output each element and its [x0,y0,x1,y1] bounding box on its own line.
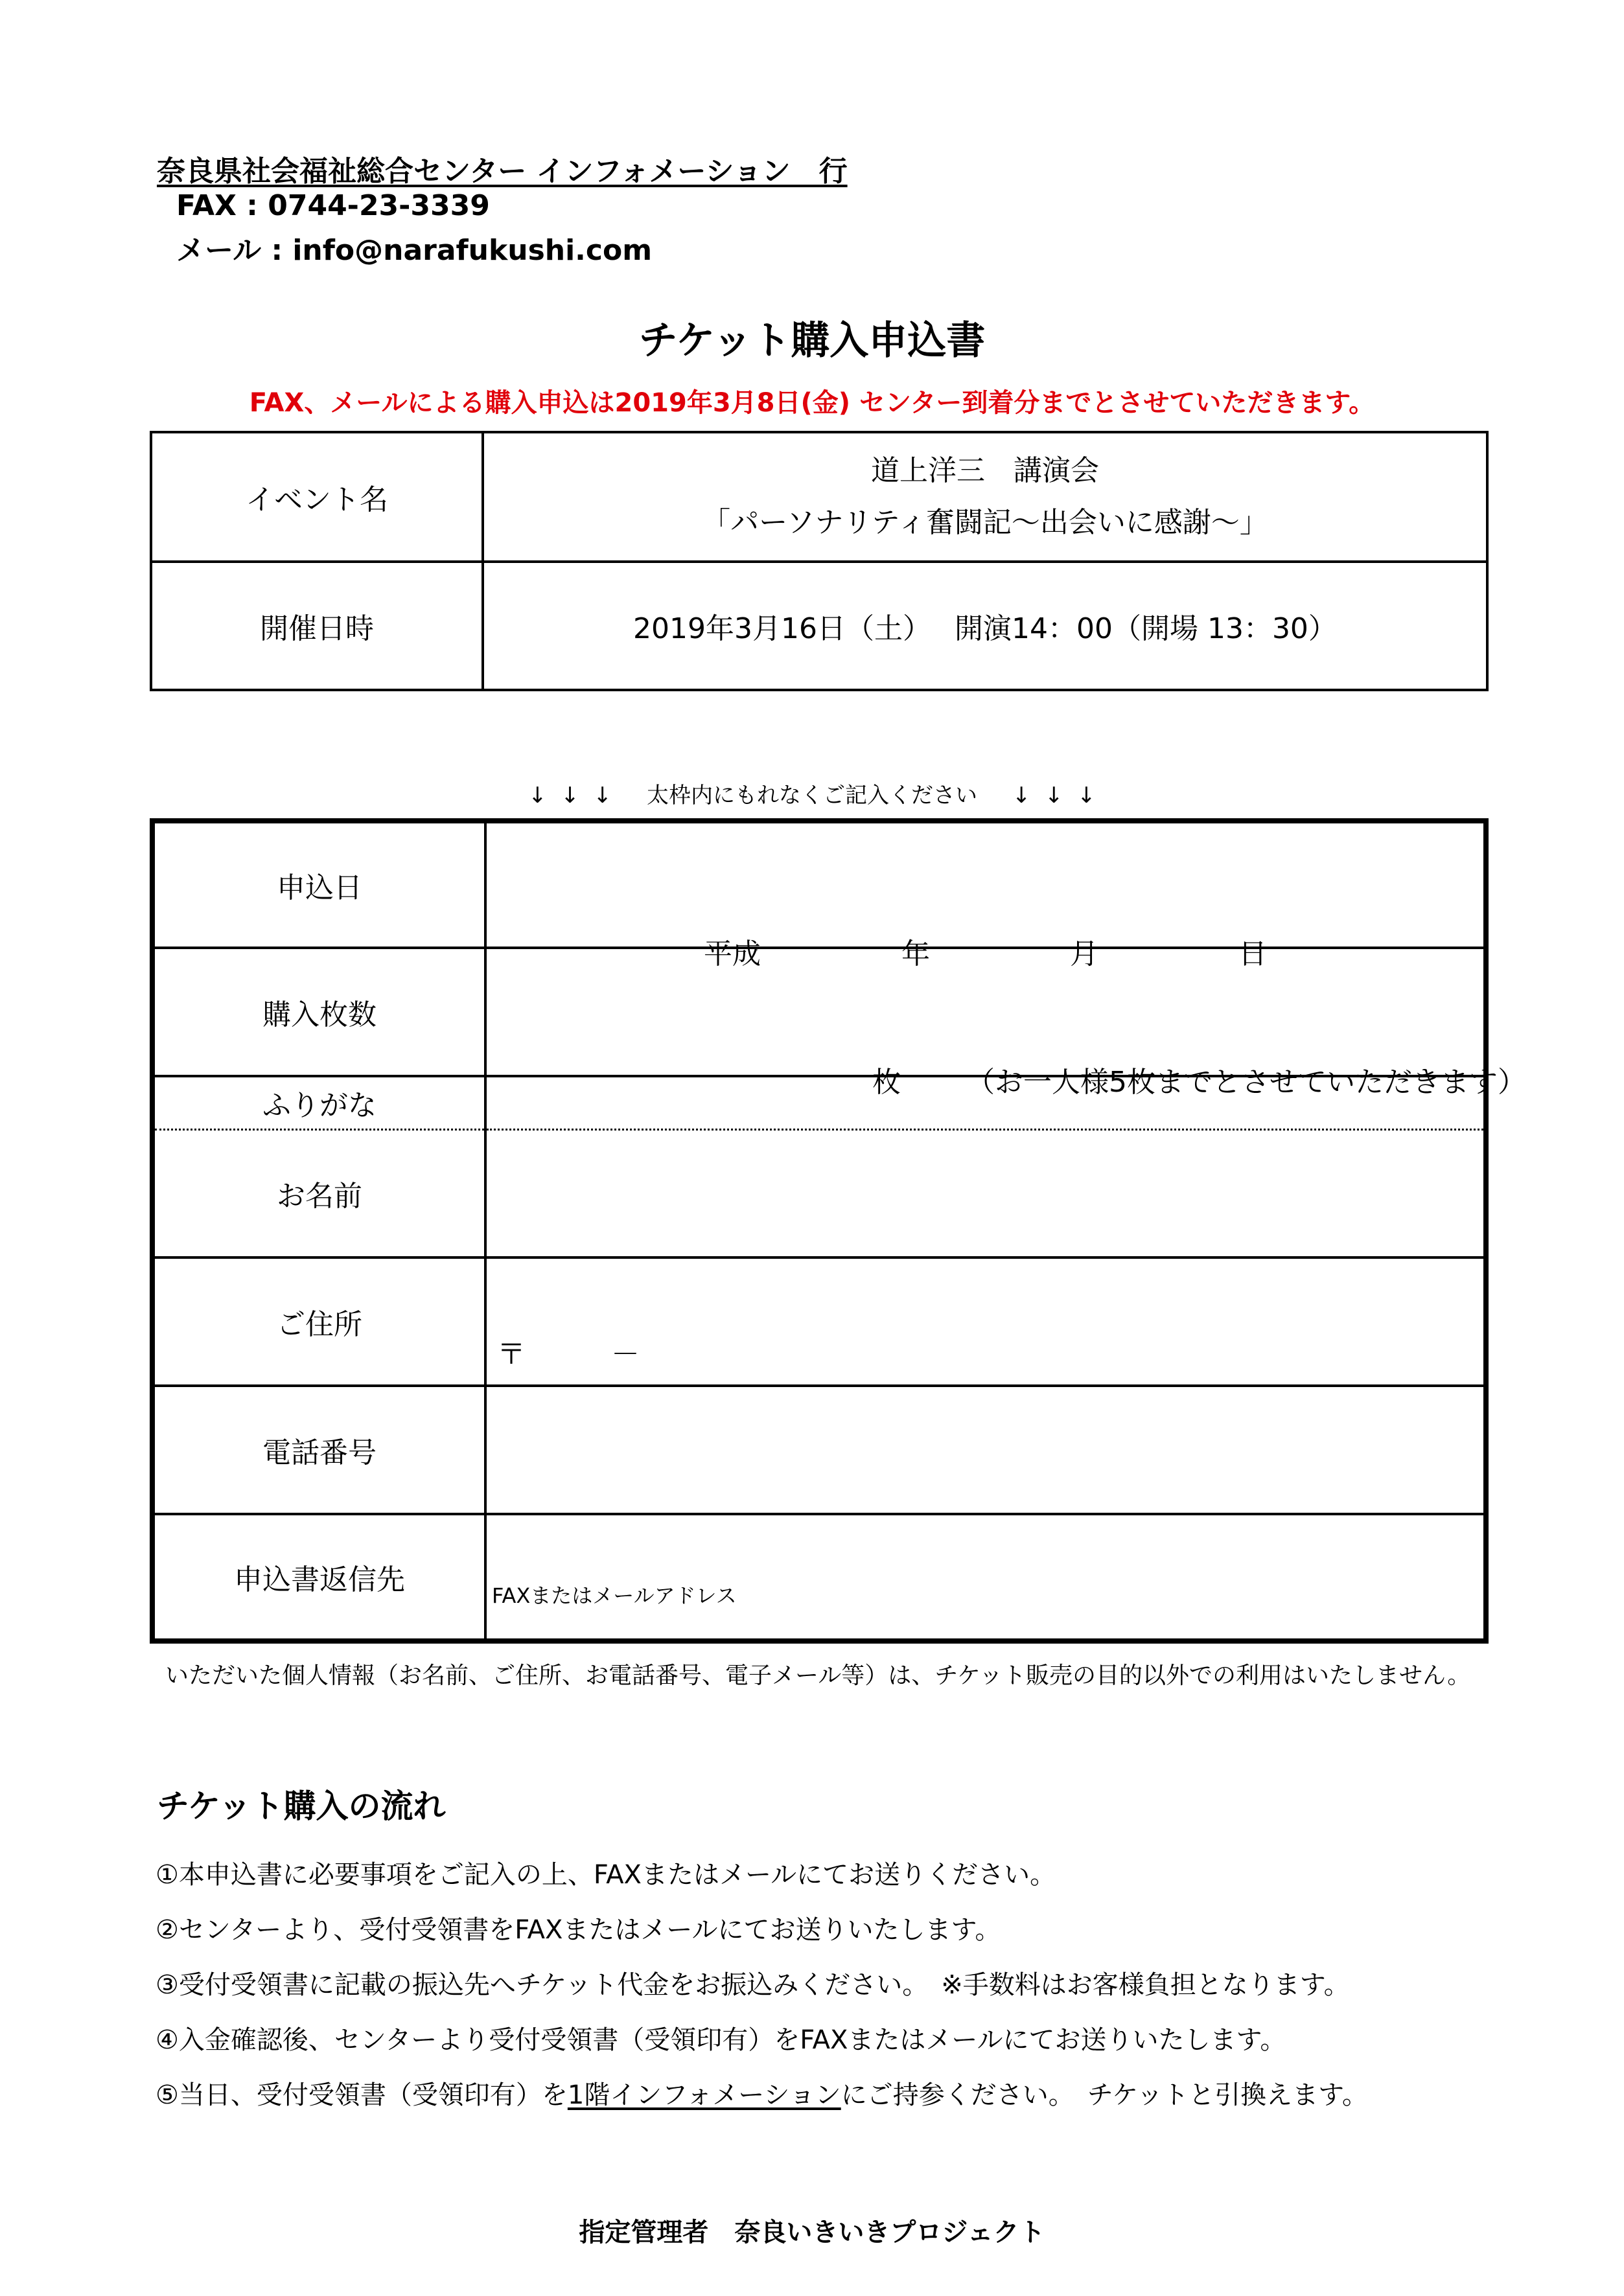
application-form-table [150,818,1526,1644]
deadline-notice: FAX、メールによる購入申込は2019年3月8日(金) センター到着分までとさせていただきます。 [249,388,1375,418]
apply-date-field[interactable] [485,821,1486,970]
month-label: 月 [1070,937,1098,970]
name-label: お名前 [152,1129,485,1257]
phone-label: 電話番号 [152,1386,485,1514]
day-label: 日 [1238,937,1267,970]
flow-step-5 [156,2074,1368,2111]
quantity-limit-note: （お一人様5枚までとさせていただきます） [966,1066,1526,1099]
flow-step-5-post: にご持参ください。 チケットと引換えます。 [841,2080,1368,2110]
flow-step-2: ②センターより、受付受領書をFAXまたはメールにてお送りいたします。 [156,1915,1001,1945]
flow-heading: チケット購入の流れ [157,1787,446,1825]
event-date-label: 開催日時 [151,562,483,690]
addressee: 奈良県社会福祉総合センター インフォメーション 行 [157,155,848,188]
quantity-field[interactable] [485,948,1526,1099]
information-desk-link: 1階インフォメーション [567,2080,841,2110]
event-date-value: 2019年3月16日（土） 開演14：00（開場 13：30） [483,562,1487,690]
flow-step-5-pre: ⑤当日、受付受領書（受領印有）を [156,2080,568,2110]
address-field[interactable] [485,1257,1486,1386]
event-info-table [150,431,1489,691]
postal-code-mark: 〒 － [497,1338,640,1371]
event-name-label: イベント名 [151,432,483,562]
phone-field[interactable] [485,1386,1486,1514]
quantity-label: 購入枚数 [152,948,485,1076]
privacy-notice: いただいた個人情報（お名前、ご住所、お電話番号、電子メール等）は、チケット販売の目的以外での利用はいたしません。 [165,1662,1471,1689]
fax-number: FAX : 0744-23-3339 [176,189,490,222]
flow-step-3: ③受付受領書に記載の振込先へチケット代金をお振込みください。 ※手数料はお客様負担となります。 [156,1970,1350,2000]
name-field[interactable] [485,1129,1486,1257]
reply-address-hint: FAXまたはメールアドレス [492,1583,737,1608]
furigana-label: ふりがな [152,1076,485,1129]
page-title: チケット購入申込書 [638,318,986,363]
flow-step-4: ④入金確認後、センターより受付受領書（受領印有）をFAXまたはメールにてお送りいたします。 [156,2025,1286,2055]
era-label: 平成 [704,937,761,970]
footer-manager: 指定管理者 奈良いきいきプロジェクト [579,2218,1045,2247]
quantity-unit: 枚 [872,1066,901,1099]
flow-step-1: ①本申込書に必要事項をご記入の上、FAXまたはメールにてお送りください。 [156,1860,1056,1890]
address-label: ご住所 [152,1257,485,1386]
apply-date-label: 申込日 [152,821,485,948]
event-title-line1: 道上洋三 講演会 [871,454,1099,487]
event-name-value [483,432,1487,562]
email-address: メール : info@narafukushi.com [176,234,653,267]
year-label: 年 [901,937,930,970]
reply-address-label: 申込書返信先 [152,1514,485,1641]
fill-instruction: ↓ ↓ ↓ 太枠内にもれなくご記入ください ↓ ↓ ↓ [528,783,1096,809]
event-title-line2: 「パーソナリティ奮闘記～出会いに感謝～」 [702,506,1268,539]
reply-address-field[interactable] [485,1514,1486,1641]
